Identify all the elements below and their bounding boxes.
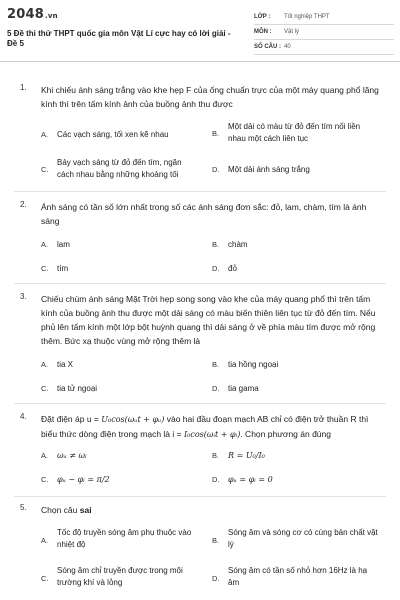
question-text-part: Đặt điện áp u =	[41, 414, 102, 424]
option-text: tia hồng ngoại	[228, 360, 279, 369]
question-text	[41, 503, 381, 517]
logo-text: 2048	[7, 7, 44, 22]
meta-class-label: LỚP :	[254, 14, 271, 20]
option-letter: C.	[41, 165, 49, 174]
option-letter: D.	[212, 264, 220, 273]
option-text: Một dải ánh sáng trắng	[228, 165, 310, 174]
meta-subject	[254, 27, 394, 40]
meta-class	[254, 12, 394, 25]
question-text: Khi chiếu ánh sáng trắng vào khe hẹp F của ống chuẩn trực của một máy quang phổ lăng kính thì trên tấm kính ảnh của buồng ảnh thu được	[41, 85, 379, 109]
option-letter: B.	[212, 129, 220, 138]
option-letter: D.	[212, 384, 220, 393]
option-text: tia gama	[228, 384, 259, 393]
option-letter: D.	[212, 475, 220, 484]
question-number: 4.	[20, 412, 27, 421]
option-text: tia X	[57, 360, 74, 369]
option-text: φᵤ = φᵢ = 0	[228, 475, 273, 484]
question-text-part: Chọn câu	[41, 505, 78, 515]
meta-count-value: 40	[284, 44, 291, 50]
option-letter: C.	[41, 384, 49, 393]
question-text: Ánh sáng có tần số lớn nhất trong số các ánh sáng đơn sắc: đỏ, lam, chàm, tím là ánh sáng	[41, 202, 367, 226]
option-text: Một dải có màu từ đỏ đến tím nối liền nhau một cách liên tục	[228, 122, 361, 143]
option-letter: B.	[212, 240, 220, 249]
option-letter: A.	[41, 451, 49, 460]
option-letter: A.	[41, 240, 49, 249]
question-number: 3.	[20, 292, 27, 301]
option-letter: D.	[212, 574, 220, 583]
question-text	[41, 412, 381, 442]
option-text: ωᵤ ≠ ωᵢ	[57, 451, 87, 460]
meta-count	[254, 42, 394, 55]
option-text: Sóng âm chỉ truyền được trong môi trường khí và lỏng	[57, 566, 183, 587]
option-letter: A.	[41, 130, 49, 139]
option-text: R = U₀/I₀	[228, 451, 265, 460]
option-letter: C.	[41, 574, 49, 583]
option-text: Sóng âm và sóng cơ có cùng bản chất vật lý	[228, 528, 378, 549]
divider	[14, 496, 386, 497]
question-number: 2.	[20, 200, 27, 209]
option-text: Sóng âm có tần số nhỏ hơn 16Hz là hạ âm	[228, 566, 368, 587]
meta-class-value: Tốt nghiệp THPT	[284, 14, 330, 20]
question-number: 1.	[20, 83, 27, 92]
option-text: lam	[57, 240, 70, 249]
option-letter: B.	[212, 360, 220, 369]
exam-title: 5 Đề thi thử THPT quốc gia môn Vật Lí cực hay có lời giải - Đề 5	[7, 29, 231, 48]
question-text-part: vào hai đầu đoạn mạch AB chỉ có điện trở thuần R thì biểu thức dòng điện trong mạch là i =	[41, 414, 369, 439]
divider	[14, 191, 386, 192]
option-letter: C.	[41, 264, 49, 273]
option-letter: A.	[41, 536, 49, 545]
option-letter: B.	[212, 536, 220, 545]
voltage-expression: U₀cos(ωᵤt + φᵤ)	[101, 415, 165, 424]
meta-count-label: SỐ CÂU :	[254, 44, 281, 50]
divider	[14, 403, 386, 404]
question-number: 5.	[20, 503, 27, 512]
option-text: Tốc độ truyền sóng âm phụ thuộc vào nhiệt độ	[57, 528, 192, 549]
option-text: tia tử ngoại	[57, 384, 98, 393]
option-text: Các vạch sáng, tối xen kẽ nhau	[57, 130, 169, 139]
logo-suffix: .vn	[44, 12, 58, 20]
option-letter: B.	[212, 451, 220, 460]
question-text-part: . Chọn phương án đúng	[240, 429, 331, 439]
page-header	[0, 0, 400, 62]
meta-subject-label: MÔN :	[254, 29, 272, 35]
divider	[14, 283, 386, 284]
current-expression: I₀cos(ωᵢt + φᵢ)	[183, 430, 241, 439]
option-letter: A.	[41, 360, 49, 369]
question-text-emphasis: sai	[79, 505, 92, 515]
option-letter: C.	[41, 475, 49, 484]
site-logo[interactable]	[7, 7, 58, 22]
option-text: chàm	[228, 240, 248, 249]
option-text: φᵤ − φᵢ = π/2	[57, 475, 110, 484]
option-text: đỏ	[228, 264, 237, 273]
option-text: Bảy vạch sáng từ đỏ đến tím, ngăn cách nhau bằng những khoảng tối	[57, 158, 182, 179]
meta-subject-value: Vật lý	[284, 29, 300, 35]
option-text: tím	[57, 264, 69, 273]
question-text: Chiếu chùm ánh sáng Mặt Trời hẹp song song vào khe của máy quang phổ thì trên tấm kính của buồng ảnh thu được một dải sáng có màu biến thiên liên tục từ đỏ đến tím. Nếu phủ lên tấm kính một lớp bột huỳnh quang thì dải sáng ở về phía màu tím được mở rộng thêm. Bức xạ thuộc vùng mở rộng thêm là	[41, 294, 376, 346]
option-letter: D.	[212, 165, 220, 174]
